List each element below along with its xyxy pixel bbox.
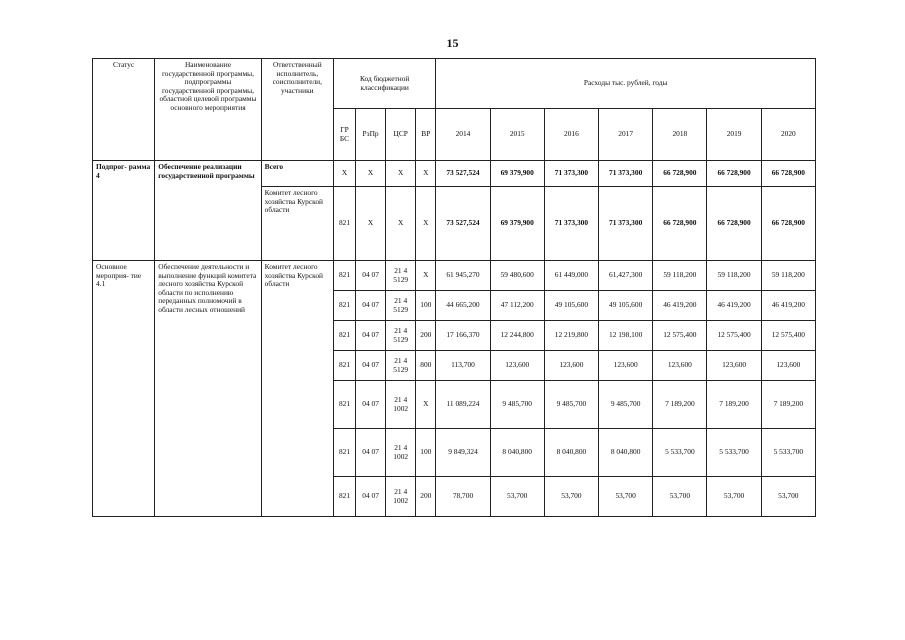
value-cell: 59 480,600 [490, 261, 544, 291]
vr-cell: Х [416, 261, 436, 291]
csr-cell: 21 4 5129 [386, 321, 416, 351]
header-rzpr: РзПр [356, 109, 386, 161]
value-cell: 78,700 [436, 477, 490, 517]
value-cell: 53,700 [707, 477, 761, 517]
header-row-1 [93, 59, 816, 109]
value-cell: 7 189,200 [653, 381, 707, 429]
value-cell: 123,600 [490, 351, 544, 381]
value-cell: 73 527,524 [436, 187, 490, 261]
value-cell: 71 373,300 [599, 187, 653, 261]
subprogram-status: Подпрог- рамма 4 [93, 161, 155, 261]
header-year: 2018 [653, 109, 707, 161]
value-cell: 66 728,900 [761, 187, 815, 261]
value-cell: 113,700 [436, 351, 490, 381]
header-vr: ВР [416, 109, 436, 161]
header-year: 2014 [436, 109, 490, 161]
value-cell: 5 533,700 [761, 429, 815, 477]
rzpr-cell: Х [356, 187, 386, 261]
rzpr-cell: 04 07 [356, 321, 386, 351]
responsible-cell: Всего [261, 161, 333, 187]
value-cell: 66 728,900 [707, 161, 761, 187]
header-status: Статус [93, 59, 155, 161]
value-cell: 9 485,700 [544, 381, 598, 429]
vr-cell: Х [416, 381, 436, 429]
value-cell: 71 373,300 [544, 161, 598, 187]
main-event-responsible: Комитет лесного хозяйства Курской области [261, 261, 333, 517]
vr-cell: Х [416, 187, 436, 261]
header-name: Наименование государственной программы, подпрограммы государственной программы, областной целевой программы основного мероприятия [155, 59, 261, 161]
vr-cell: 200 [416, 321, 436, 351]
value-cell: 12 575,400 [761, 321, 815, 351]
value-cell: 66 728,900 [761, 161, 815, 187]
value-cell: 53,700 [490, 477, 544, 517]
value-cell: 61 449,000 [544, 261, 598, 291]
value-cell: 5 533,700 [707, 429, 761, 477]
vr-cell: 100 [416, 429, 436, 477]
grbs-cell: 821 [333, 477, 355, 517]
grbs-cell: 821 [333, 429, 355, 477]
value-cell: 8 040,800 [599, 429, 653, 477]
header-responsible: Ответственный исполнитель, соисполнители, участники [261, 59, 333, 161]
value-cell: 123,600 [761, 351, 815, 381]
subprogram-name: Обеспечение реализации государственной программы [155, 161, 261, 261]
rzpr-cell: Х [356, 161, 386, 187]
value-cell: 46 419,200 [761, 291, 815, 321]
grbs-cell: 821 [333, 261, 355, 291]
value-cell: 17 166,370 [436, 321, 490, 351]
value-cell: 73 527,524 [436, 161, 490, 187]
value-cell: 123,600 [544, 351, 598, 381]
header-year: 2016 [544, 109, 598, 161]
table-row [93, 161, 816, 187]
csr-cell: 21 4 5129 [386, 261, 416, 291]
value-cell: 123,600 [707, 351, 761, 381]
rzpr-cell: 04 07 [356, 261, 386, 291]
budget-table [92, 58, 816, 517]
value-cell: 66 728,900 [653, 187, 707, 261]
grbs-cell: 821 [333, 291, 355, 321]
csr-cell: 21 4 1002 [386, 429, 416, 477]
table-row [93, 261, 816, 291]
grbs-cell: 821 [333, 351, 355, 381]
value-cell: 49 105,600 [544, 291, 598, 321]
rzpr-cell: 04 07 [356, 291, 386, 321]
rzpr-cell: 04 07 [356, 381, 386, 429]
value-cell: 9 485,700 [490, 381, 544, 429]
value-cell: 61 945,270 [436, 261, 490, 291]
value-cell: 123,600 [653, 351, 707, 381]
header-grbs: ГР БС [333, 109, 355, 161]
csr-cell: Х [386, 161, 416, 187]
value-cell: 53,700 [653, 477, 707, 517]
value-cell: 7 189,200 [707, 381, 761, 429]
value-cell: 66 728,900 [653, 161, 707, 187]
header-year: 2019 [707, 109, 761, 161]
grbs-cell: Х [333, 161, 355, 187]
header-year: 2017 [599, 109, 653, 161]
value-cell: 123,600 [599, 351, 653, 381]
value-cell: 8 040,800 [490, 429, 544, 477]
value-cell: 12 575,400 [653, 321, 707, 351]
value-cell: 5 533,700 [653, 429, 707, 477]
value-cell: 8 040,800 [544, 429, 598, 477]
value-cell: 11 089,224 [436, 381, 490, 429]
vr-cell: 100 [416, 291, 436, 321]
grbs-cell: 821 [333, 321, 355, 351]
value-cell: 9 849,324 [436, 429, 490, 477]
rzpr-cell: 04 07 [356, 351, 386, 381]
csr-cell: 21 4 1002 [386, 477, 416, 517]
value-cell: 59 118,200 [653, 261, 707, 291]
value-cell: 44 665,200 [436, 291, 490, 321]
value-cell: 61,427,300 [599, 261, 653, 291]
header-expenses: Расходы тыс. рублей, годы [436, 59, 816, 109]
value-cell: 53,700 [599, 477, 653, 517]
csr-cell: 21 4 1002 [386, 381, 416, 429]
responsible-cell: Комитет лесного хозяйства Курской области [261, 187, 333, 261]
value-cell: 12 575,400 [707, 321, 761, 351]
value-cell: 12 198,100 [599, 321, 653, 351]
header-budget-code: Код бюджетной классификации [333, 59, 435, 109]
value-cell: 46 419,200 [653, 291, 707, 321]
value-cell: 59 118,200 [761, 261, 815, 291]
value-cell: 71 373,300 [599, 161, 653, 187]
vr-cell: 200 [416, 477, 436, 517]
value-cell: 12 244,800 [490, 321, 544, 351]
vr-cell: 800 [416, 351, 436, 381]
header-year: 2015 [490, 109, 544, 161]
csr-cell: Х [386, 187, 416, 261]
rzpr-cell: 04 07 [356, 477, 386, 517]
grbs-cell: 821 [333, 187, 355, 261]
rzpr-cell: 04 07 [356, 429, 386, 477]
value-cell: 71 373,300 [544, 187, 598, 261]
csr-cell: 21 4 5129 [386, 351, 416, 381]
value-cell: 69 379,900 [490, 161, 544, 187]
csr-cell: 21 4 5129 [386, 291, 416, 321]
value-cell: 46 419,200 [707, 291, 761, 321]
main-event-name: Обеспечение деятельности и выполнение функций комитета лесного хозяйства Курской области по исполнению переданных полномочий в области лесных отношений [155, 261, 261, 517]
value-cell: 7 189,200 [761, 381, 815, 429]
header-year: 2020 [761, 109, 815, 161]
value-cell: 53,700 [544, 477, 598, 517]
value-cell: 69 379,900 [490, 187, 544, 261]
header-csr: ЦСР [386, 109, 416, 161]
main-event-status: Основное мероприя- тие 4.1 [93, 261, 155, 517]
value-cell: 9 485,700 [599, 381, 653, 429]
value-cell: 49 105,600 [599, 291, 653, 321]
value-cell: 53,700 [761, 477, 815, 517]
grbs-cell: 821 [333, 381, 355, 429]
value-cell: 59 118,200 [707, 261, 761, 291]
value-cell: 12 219,800 [544, 321, 598, 351]
value-cell: 66 728,900 [707, 187, 761, 261]
value-cell: 47 112,200 [490, 291, 544, 321]
page-number: 15 [446, 36, 459, 50]
vr-cell: Х [416, 161, 436, 187]
